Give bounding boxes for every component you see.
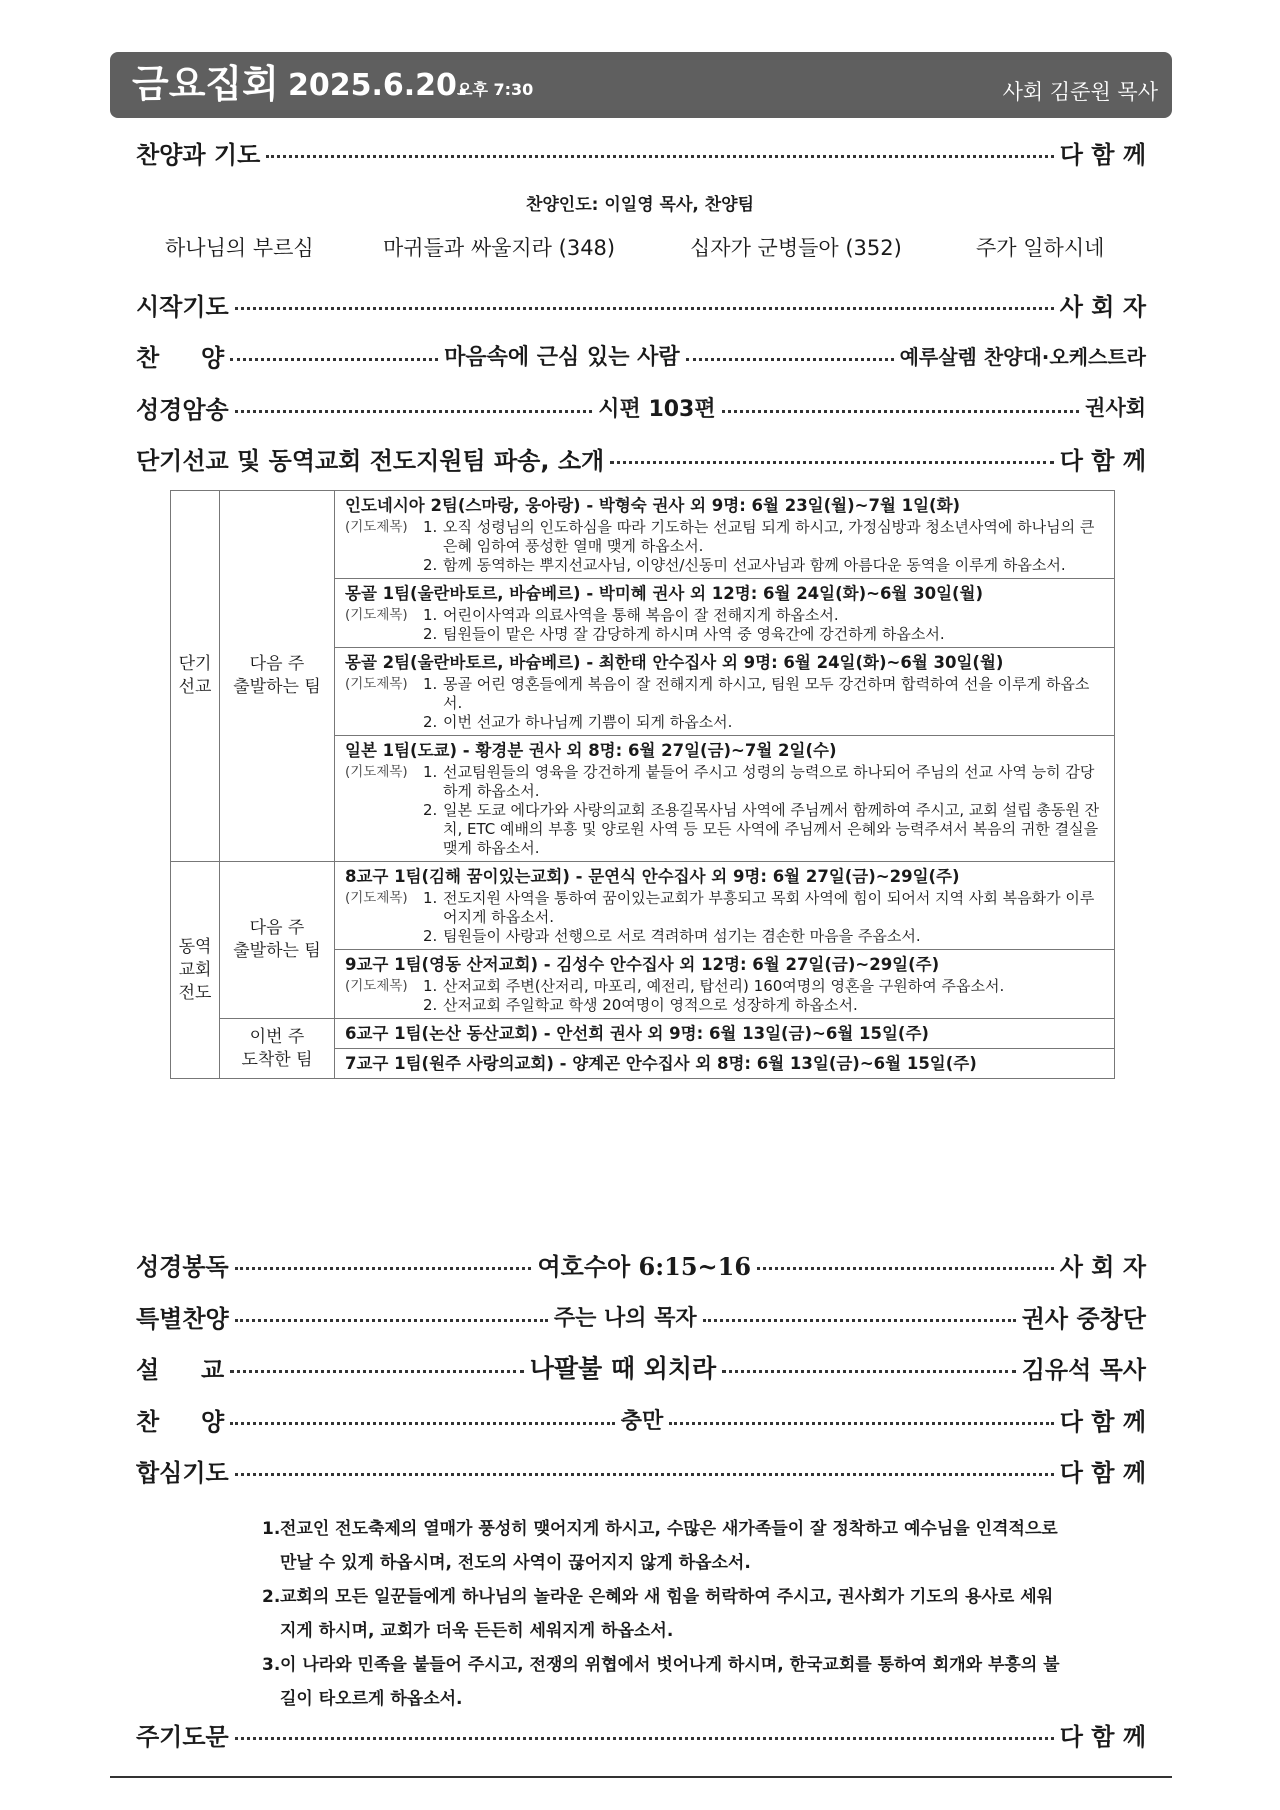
song-item: 주가 일하시네 [976,236,1105,260]
order-hymn-2 [136,1401,1146,1437]
prayer-text: 이번 선교가 하나님께 기쁨이 되게 하옵소서. [443,713,733,731]
team-name: 6교구 1팀(논산 동산교회) - 안선희 권사 외 9명: 6월 13일(금)~6월 15일(주) [345,1024,929,1043]
prayer-num: 1. [423,763,438,781]
order-praise-prayer [136,134,1146,170]
team-cell [335,491,1115,579]
prayer-tag: (기도제목) [345,764,408,780]
prayer-num: 2. [423,927,438,945]
order-label: 성경봉독 [136,1252,229,1281]
order-recitation [136,389,1146,425]
category-partner-church: 동역 교회 전도 [171,862,220,1079]
dot-leader [235,1473,1054,1476]
order-right: 다 함 께 [1059,446,1146,475]
order-label: 단기선교 및 동역교회 전도지원팀 파송, 소개 [136,446,605,475]
dot-leader [235,1319,548,1322]
prayer-num: 1. [423,606,438,624]
dot-leader [230,358,438,361]
team-name: 일본 1팀(도쿄) - 황경분 권사 외 8명: 6월 27일(금)~7월 2일(수) [345,741,837,760]
order-right: 김유석 목사 [1021,1355,1146,1384]
dot-leader [610,461,1054,464]
order-right: 다 함 께 [1059,1458,1146,1487]
team-name: 8교구 1팀(김해 꿈이있는교회) - 문연식 안수집사 외 9명: 6월 27일(금)~29일(주) [345,867,960,886]
team-cell [335,648,1115,736]
prayer-num: 2. [423,556,438,574]
order-middle: 마음속에 근심 있는 사람 [444,344,680,370]
order-right: 권사 중창단 [1021,1304,1146,1333]
prayer-text: 산저교회 주일학교 학생 20여명이 영적으로 성장하게 하옵소서. [443,996,858,1014]
dot-leader [722,1370,1016,1373]
prayer-tag: (기도제목) [345,676,408,692]
prayer-num: 2. [423,801,438,819]
order-opening-prayer [136,286,1146,322]
prayer-list [345,606,1104,644]
prayer-num: 1. [423,675,438,693]
team-cell [335,579,1115,648]
team-cell [335,736,1115,862]
prayer-text: 일본 도쿄 에다가와 사랑의교회 조용길목사님 사역에 주님께서 함께하여 주시고, 교회 설립 총동원 잔치, ETC 예배의 부흥 및 양로원 사역 등 모든 사역에 주님께서 은혜와 능력주셔서 복음의 귀한 결실을 맺게 하옵소서. [443,801,1100,857]
order-middle: 충만 [620,1408,664,1434]
unison-prayer-list [262,1512,1062,1716]
prayer-text: 교회의 모든 일꾼들에게 하나님의 놀라운 은혜와 새 힘을 허락하여 주시고, 권사회가 기도의 용사로 세워지게 하시며, 교회가 더욱 든든히 세워지게 하옵소서. [280,1587,1054,1641]
prayer-tag: (기도제목) [345,890,408,906]
prayer-text: 전도지원 사역을 통하여 꿈이있는교회가 부흥되고 목회 사역에 힘이 되어서 지역 사회 복음화가 이루어지게 하옵소서. [443,889,1095,926]
dot-leader [757,1267,1054,1270]
order-label: 주기도문 [136,1722,229,1751]
prayer-tag: (기도제목) [345,519,408,535]
team-name: 몽골 1팀(울란바토르, 바슘베르) - 박미혜 권사 외 12명: 6월 24일(화)~6월 30일(월) [345,584,984,603]
prayer-text: 선교팀원들의 영육을 강건하게 붙들어 주시고 성령의 능력으로 하나되어 주님의 선교 사역 능히 감당하게 하옵소서. [443,763,1095,800]
order-lords-prayer [136,1716,1146,1752]
dot-leader [230,1422,615,1425]
prayer-tag: (기도제목) [345,978,408,994]
prayer-text: 이 나라와 민족을 붙들어 주시고, 전쟁의 위협에서 벗어나게 하시며, 한국교회를 통하여 회개와 부흥의 불길이 타오르게 하옵소서. [280,1655,1060,1709]
category-short-term: 단기 선교 [171,491,220,862]
order-label: 찬 양 [136,1407,225,1436]
prayer-list [345,977,1104,1015]
song-item: 하나님의 부르심 [165,236,314,260]
team-cell [335,862,1115,950]
prayer-num: 2. [262,1587,281,1607]
order-right: 사 회 자 [1059,292,1146,321]
order-label: 설 교 [136,1355,225,1384]
dot-leader [686,358,894,361]
prayer-text: 팀원들이 사랑과 선행으로 서로 격려하며 섬기는 겸손한 마음을 주옵소서. [443,927,921,945]
prayer-num: 2. [423,625,438,643]
order-mission [136,440,1146,476]
prayer-num: 1. [423,889,438,907]
prayer-text: 오직 성령님의 인도하심을 따라 기도하는 선교팀 되게 하시고, 가정심방과 청소년사역에 하나님의 큰 은혜 임하여 풍성한 열매 맺게 하옵소서. [443,518,1095,555]
order-special-praise [136,1298,1146,1334]
dot-leader [722,410,1080,413]
praise-leader: 찬양인도: 이일영 목사, 찬양팀 [525,195,755,215]
order-sermon [136,1349,1146,1385]
prayer-list [345,675,1104,732]
prayer-text: 몽골 어린 영혼들에게 복음이 잘 전해지게 하시고, 팀원 모두 강건하며 합력하여 선을 이루게 하옵소서. [443,675,1090,712]
prayer-num: 2. [423,713,438,731]
team-name: 몽골 2팀(울란바토르, 바슘베르) - 최한태 안수집사 외 9명: 6월 24일(화)~6월 30일(월) [345,653,1004,672]
dot-leader [703,1319,1016,1322]
page-title: 금요집회 [132,62,279,106]
prayer-num: 1. [423,518,438,536]
dot-leader [235,307,1054,310]
team-name: 9교구 1팀(영동 산저교회) - 김성수 안수집사 외 12명: 6월 27일(금)~29일(주) [345,955,940,974]
mission-table [170,490,1115,1079]
song-item: 마귀들과 싸울지라 (348) [383,236,616,260]
team-name: 7교구 1팀(원주 사랑의교회) - 양계곤 안수집사 외 8명: 6월 13일(금)~6월 15일(주) [345,1054,977,1073]
subcategory-next-week: 다음 주 출발하는 팀 [220,491,335,862]
dot-leader [669,1422,1054,1425]
prayer-num: 1. [423,977,438,995]
footer-divider [110,1776,1172,1778]
prayer-num: 3. [262,1655,281,1675]
order-label: 찬 양 [136,343,225,372]
dot-leader [230,1370,524,1373]
song-item: 십자가 군병들아 (352) [690,236,902,260]
order-right: 다 함 께 [1059,140,1146,169]
subcategory-arrived: 이번 주 도착한 팀 [220,1019,335,1079]
dot-leader [235,1737,1054,1740]
service-time: 오후 7:30 [457,80,534,99]
order-hymn [136,337,1146,373]
order-right: 다 함 께 [1059,1407,1146,1436]
order-label: 시작기도 [136,292,229,321]
prayer-list [345,763,1104,858]
header-bar [110,52,1172,118]
dot-leader [235,1267,532,1270]
prayer-text: 어린이사역과 의료사역을 통해 복음이 잘 전해지게 하옵소서. [443,606,839,624]
sermon-title: 나팔불 때 외치라 [529,1354,717,1383]
order-middle: 시편 103편 [598,396,716,422]
service-leader: 사회 김준원 목사 [1002,80,1158,104]
order-right: 다 함 께 [1059,1722,1146,1751]
order-middle: 주는 나의 목자 [553,1305,697,1331]
subcategory-next-week: 다음 주 출발하는 팀 [220,862,335,1019]
order-label: 성경암송 [136,395,229,424]
prayer-text: 산저교회 주변(산저리, 마포리, 예전리, 탑선리) 160여명의 영혼을 구원하여 주옵소서. [443,977,1005,995]
prayer-num: 2. [423,996,438,1014]
order-right: 예루살렘 찬양대·오케스트라 [899,344,1146,369]
order-right: 사 회 자 [1059,1252,1147,1281]
team-cell [335,950,1115,1019]
order-unison-prayer [136,1452,1146,1488]
dot-leader [235,410,593,413]
dot-leader [266,155,1053,158]
team-cell [335,1049,1115,1079]
order-reading [136,1246,1146,1282]
order-right: 권사회 [1085,396,1147,420]
prayer-text: 팀원들이 맡은 사명 잘 감당하게 하시며 사역 중 영육간에 강건하게 하옵소서. [443,625,945,643]
prayer-list [345,889,1104,946]
prayer-num: 1. [262,1519,281,1539]
order-label: 특별찬양 [136,1304,229,1333]
prayer-text: 함께 동역하는 뿌지선교사님, 이양선/신동미 선교사님과 함께 아름다운 동역을 이루게 하옵소서. [443,556,1066,574]
order-middle: 여호수아 6:15~16 [537,1251,752,1281]
order-label: 합심기도 [136,1458,229,1487]
prayer-tag: (기도제목) [345,607,408,623]
team-name: 인도네시아 2팀(스마랑, 웅아랑) - 박형숙 권사 외 9명: 6월 23일(월)~7월 1일(화) [345,496,961,515]
team-cell [335,1019,1115,1049]
service-date: 2025.6.20. [288,68,469,103]
prayer-list [345,518,1104,575]
prayer-text: 전교인 전도축제의 열매가 풍성히 맺어지게 하시고, 수많은 새가족들이 잘 정착하고 예수님을 인격적으로 만날 수 있게 하옵시며, 전도의 사역이 끊어지지 않게 하옵소서. [280,1519,1058,1573]
order-label: 찬양과 기도 [136,140,261,169]
